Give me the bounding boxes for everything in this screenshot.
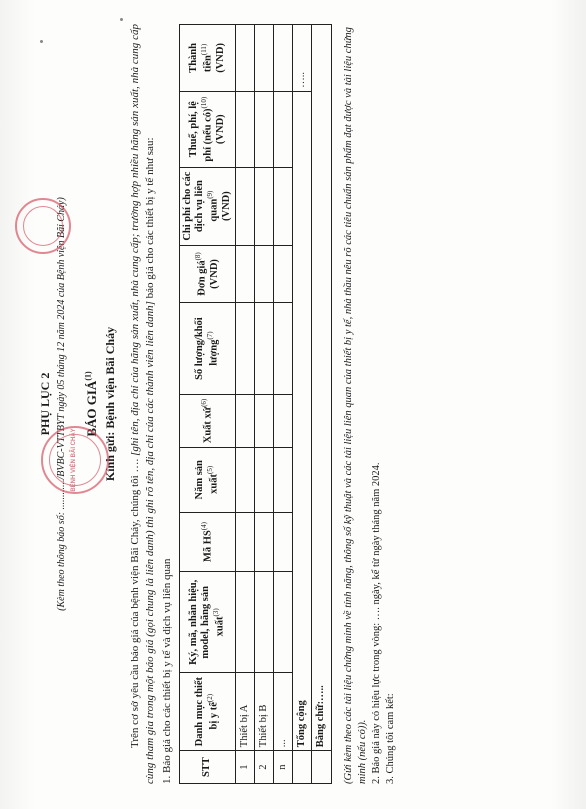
total-value: ….. xyxy=(293,25,312,92)
cell-device: Thiết bị A xyxy=(235,673,254,751)
cell-empty xyxy=(254,91,273,167)
section-1-title: 1. Báo giá cho các thiết bị y tế và dịch vụ liên quan xyxy=(161,558,174,784)
table-total-row xyxy=(293,25,312,784)
th-note: (3) xyxy=(212,608,221,617)
commitment-line: 3. Chúng tôi cam kết: xyxy=(385,693,397,784)
th-note: (7) xyxy=(206,331,215,340)
cell-empty xyxy=(254,394,273,447)
intro-italic: [ghi tên, địa chỉ của hãng sản xuất, nhà cung cấp; trường hợp nhiều hãng sản xuất, nhà cung cấp cùng tham gia trong một báo giá (gọi chung là liên danh) thì ghi rõ tên, địa chỉ của các thành viên liên danh] xyxy=(129,24,157,784)
intro-tail: báo giá cho các thiết bị y tế như sau: xyxy=(144,137,157,299)
quote-table xyxy=(179,24,332,784)
th-label: Thành tiền xyxy=(187,43,214,73)
cell-empty xyxy=(235,303,254,395)
cell-empty xyxy=(235,512,254,572)
th-label: STT xyxy=(201,757,213,778)
cell-empty xyxy=(274,91,293,167)
cell-stt: 2 xyxy=(254,751,273,784)
table-header-row xyxy=(179,25,235,784)
th-label: Mã HS xyxy=(202,530,214,562)
scan-speck xyxy=(120,18,123,21)
th-quantity xyxy=(179,303,235,395)
th-stt xyxy=(179,751,235,784)
th-unit: (VND) xyxy=(208,259,220,289)
th-note: (8) xyxy=(194,252,203,261)
th-unit: (VND) xyxy=(214,43,226,73)
cell-empty xyxy=(274,394,293,447)
cell-device: ... xyxy=(274,673,293,751)
th-note: (5) xyxy=(206,465,215,474)
th-label: Thuế, phí, lệ phí (nếu có) xyxy=(187,101,214,162)
cell-empty xyxy=(274,245,293,303)
th-label: Chi phí cho các dịch vụ liên quan xyxy=(181,171,220,241)
table-row xyxy=(274,25,293,784)
cell-empty xyxy=(254,303,273,395)
appendix-subtitle: (Kèm theo thông báo số: ............/BVBC-VTTBYT ngày 05 tháng 12 năm 2024 của Bệnh viện Bãi Cháy) xyxy=(56,197,68,611)
cell-empty xyxy=(254,448,273,512)
cell-stt: n xyxy=(274,751,293,784)
table-row xyxy=(235,25,254,784)
official-stamp xyxy=(41,426,109,494)
th-model xyxy=(179,572,235,673)
intro-paragraph xyxy=(128,24,158,784)
th-origin xyxy=(179,394,235,447)
cell-empty xyxy=(293,751,312,784)
th-unit-price xyxy=(179,245,235,303)
stamp-text: BỆNH VIỆN BÃI CHÁY xyxy=(70,428,77,492)
th-year xyxy=(179,448,235,512)
cell-empty xyxy=(274,303,293,395)
rotated-document xyxy=(33,24,553,784)
cell-stt: 1 xyxy=(235,751,254,784)
th-note: (11) xyxy=(200,43,209,56)
cell-empty xyxy=(235,572,254,673)
table-words-row xyxy=(312,25,331,784)
th-unit: (VND) xyxy=(220,191,232,221)
quote-heading-note: (1) xyxy=(83,371,93,381)
cell-empty xyxy=(235,448,254,512)
th-tax xyxy=(179,91,235,167)
cell-empty xyxy=(274,512,293,572)
cell-empty xyxy=(235,25,254,92)
quote-heading-text: BÁO GIÁ xyxy=(83,380,99,437)
th-service-cost xyxy=(179,167,235,245)
cell-empty xyxy=(235,245,254,303)
validity-line: 2. Báo giá này có hiệu lực trong vòng: …. ngày, kể từ ngày tháng năm 2024. xyxy=(370,462,382,784)
official-stamp-partial xyxy=(15,198,71,254)
cell-empty xyxy=(235,394,254,447)
quote-heading xyxy=(83,24,101,784)
th-hs-code xyxy=(179,512,235,572)
footer xyxy=(342,24,399,784)
cell-empty xyxy=(274,572,293,673)
cell-empty xyxy=(235,167,254,245)
th-label: Danh mục thiết bị y tế xyxy=(194,676,220,747)
th-note: (2) xyxy=(206,693,215,703)
cell-empty xyxy=(235,91,254,167)
th-note: (4) xyxy=(200,522,209,531)
attachment-note: (Gửi kèm theo các tài liệu chứng minh về tính năng, thông số kỹ thuật và các tài liệu liên quan của thiết bị y tế, nhà thầu nêu rõ các tiêu chuẩn sản phẩm đạt được và tài liệu chứng minh (nếu có)). xyxy=(342,27,368,784)
cell-empty xyxy=(254,245,273,303)
cell-empty xyxy=(312,751,331,784)
th-amount xyxy=(179,25,235,92)
cell-empty xyxy=(274,167,293,245)
th-device-list xyxy=(179,673,235,751)
intro-plain: Trên cơ sở yêu cầu báo giá của bệnh viện Bãi Cháy, chúng tôi …. xyxy=(129,458,142,748)
th-unit: (VND) xyxy=(214,114,226,145)
cell-empty xyxy=(254,512,273,572)
th-label: Số lượng/khối lượng xyxy=(194,317,220,380)
cell-device: Thiết bị B xyxy=(254,673,273,751)
th-note: (6) xyxy=(200,398,209,407)
th-label: Năm sản xuất xyxy=(194,460,220,500)
th-note: (10) xyxy=(200,96,209,109)
th-note: (9) xyxy=(206,190,215,199)
cell-empty xyxy=(254,572,273,673)
table-row xyxy=(254,25,273,784)
th-label: Xuất xứ xyxy=(202,406,214,444)
amount-in-words: Bằng chữ:….. xyxy=(312,25,331,751)
total-label: Tổng cộng xyxy=(293,91,312,750)
th-label: Ký, mã, nhãn hiệu, model, hãng sản xuất xyxy=(187,579,226,665)
cell-empty xyxy=(254,167,273,245)
recipient-line: Kính gửi: Bệnh viện Bãi Cháy xyxy=(103,326,118,482)
th-label: Đơn giá xyxy=(196,260,208,296)
appendix-title: PHỤ LỤC 2 xyxy=(38,372,52,436)
cell-empty xyxy=(254,25,273,92)
cell-empty xyxy=(274,25,293,92)
cell-empty xyxy=(274,448,293,512)
